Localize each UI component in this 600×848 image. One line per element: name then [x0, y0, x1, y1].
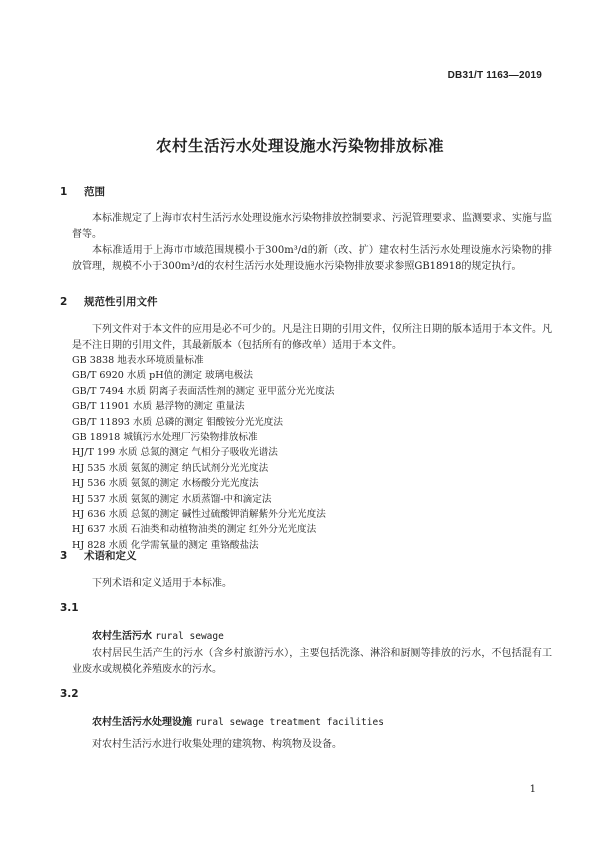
reference-item: GB/T 6920 水质 pH值的测定 玻璃电极法 — [72, 370, 253, 382]
section-title: 规范性引用文件 — [84, 296, 158, 308]
document-title: 农村生活污水处理设施水污染物排放标准 — [155, 137, 444, 155]
term-3-1-number: 3.1 — [60, 602, 79, 614]
page-number: 1 — [529, 784, 536, 795]
section-2-heading — [60, 294, 158, 309]
reference-item: GB/T 7494 水质 阴离子表面活性剂的测定 亚甲蓝分光光度法 — [72, 385, 335, 397]
section-title: 术语和定义 — [84, 550, 137, 562]
reference-item: GB 18918 城镇污水处理厂污染物排放标准 — [72, 432, 258, 444]
reference-item: HJ 828 水质 化学需氧量的测定 重铬酸盐法 — [72, 539, 259, 551]
section-2-paragraph-1: 下列文件对于本文件的应用是必不可少的。凡是注日期的引用文件，仅所注日期的版本适用于本文件。凡是不注日期的引用文件，其最新版本（包括所有的修改单）适用于本文件。 — [72, 324, 552, 351]
term-chinese: 农村生活污水处理设施 — [92, 717, 192, 728]
term-english: rural sewage — [155, 631, 224, 642]
reference-item: HJ 537 水质 氨氮的测定 水质蒸馏-中和滴定法 — [72, 493, 272, 505]
section-3-paragraph-1: 下列术语和定义适用于本标准。 — [92, 578, 232, 589]
section-number: 1 — [60, 186, 68, 198]
section-number: 3 — [60, 550, 68, 562]
term-3-2 — [92, 713, 384, 728]
section-number: 2 — [60, 296, 68, 308]
reference-item: HJ 636 水质 总氮的测定 碱性过硫酸钾消解紫外分光光度法 — [72, 509, 326, 521]
section-3-heading — [60, 548, 137, 563]
standard-code: DB31/T 1163—2019 — [447, 70, 542, 81]
section-1-paragraph-2: 本标准适用于上海市市域范围规模小于300m³/d的新（改、扩）建农村生活污水处理设施水污染物的排放管理，规模不小于300m³/d的农村生活污水处理设施水污染物排放要求参照GB18918的规定执行。 — [72, 245, 552, 272]
reference-list — [72, 353, 334, 553]
section-title: 范围 — [84, 186, 105, 198]
term-3-1 — [92, 627, 224, 642]
term-chinese: 农村生活污水 — [92, 631, 152, 642]
reference-item: HJ 637 水质 石油类和动植物油类的测定 红外分光光度法 — [72, 524, 317, 536]
reference-item: HJ 536 水质 氨氮的测定 水杨酸分光光度法 — [72, 478, 259, 490]
section-1-paragraph-1: 本标准规定了上海市农村生活污水处理设施水污染物排放控制要求、污泥管理要求、监测要求、实施与监督等。 — [72, 213, 552, 240]
term-3-1-definition: 农村居民生活产生的污水（含乡村旅游污水），主要包括洗涤、淋浴和厨厕等排放的污水，不包括混有工业废水或规模化养殖废水的污水。 — [72, 648, 552, 675]
term-3-2-number: 3.2 — [60, 688, 79, 700]
reference-item: GB/T 11893 水质 总磷的测定 钼酸铵分光光度法 — [72, 416, 283, 428]
reference-item: GB 3838 地表水环境质量标准 — [72, 355, 204, 366]
reference-item: HJ 535 水质 氨氮的测定 纳氏试剂分光光度法 — [72, 462, 269, 474]
reference-item: GB/T 11901 水质 悬浮物的测定 重量法 — [72, 401, 245, 413]
term-english: rural sewage treatment facilities — [195, 717, 384, 728]
term-3-2-definition: 对农村生活污水进行收集处理的建筑物、构筑物及设备。 — [92, 739, 342, 750]
reference-item: HJ/T 199 水质 总氮的测定 气相分子吸收光谱法 — [72, 447, 278, 459]
section-1-heading — [60, 184, 105, 199]
